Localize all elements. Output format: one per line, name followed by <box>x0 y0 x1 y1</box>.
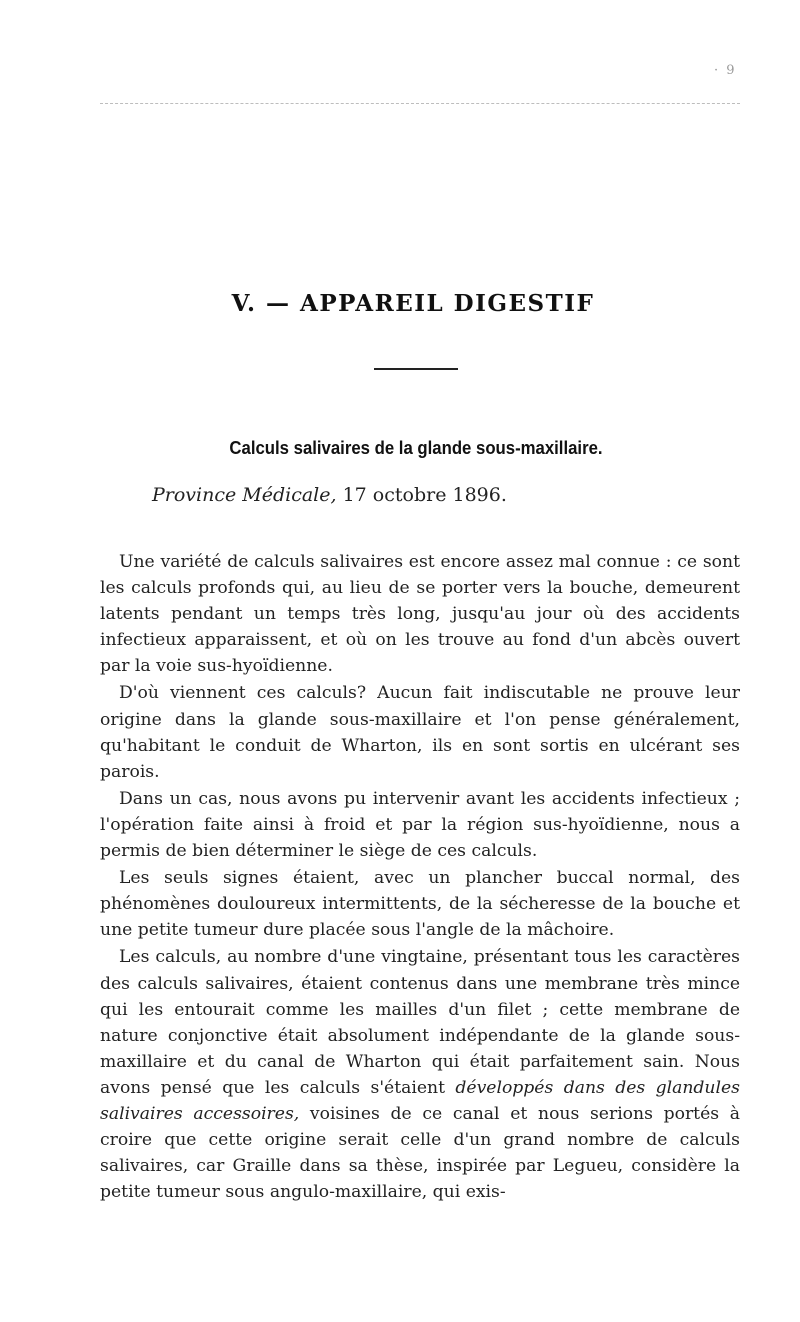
source-journal: Province Médicale, <box>152 484 337 506</box>
paragraph-5 <box>100 944 740 1205</box>
article-body <box>100 549 740 1205</box>
paragraph-5-part-a: Les calculs, au nombre d'une vingtaine, présentant tous les caractères des calculs salivaires, étaient contenus dans une membrane très mince qui les entourait comme les mailles d'un filet ; cette membrane de nature conjonctive était absolument indépendante de la glande sous-maxillaire et du canal de Wharton qui était parfaitement sain. Nous avons pensé que les calculs s'étaient <box>100 947 740 1098</box>
source-date: 17 octobre 1896. <box>342 484 507 506</box>
paragraph-5-part-b: voisines de ce canal et nous serions portés à croire que cette origine serait celle d'un grand nombre de calculs salivaires, car Graille dans sa thèse, inspirée par Legueu, considère la petite tumeur sous angulo-maxillaire, qui exis- <box>100 1103 740 1203</box>
page-corner-mark: · 9 <box>714 63 737 78</box>
paragraph-1: Une variété de calculs salivaires est encore assez mal connue : ce sont les calculs profonds qui, au lieu de se porter vers la bouche, demeurent latents pendant un temps très long, jusqu'au jour où des accidents infectieux apparaissent, et où on les trouve au fond d'un abcès ouvert par la voie sus-hyoïdienne. <box>100 552 740 677</box>
article-title: Calculs salivaires de la glande sous-maxillaire. <box>229 438 603 458</box>
paragraph-3: Dans un cas, nous avons pu intervenir avant les accidents infectieux ; l'opération faite ainsi à froid et par la région sus-hyoïdienne, nous a permis de bien déterminer le siège de ces calculs. <box>100 788 740 862</box>
paragraph-5-emphasis: développés dans des glandules salivaires accessoires, <box>100 1077 740 1124</box>
chapter-title: V. — APPAREIL DIGESTIF <box>231 290 595 317</box>
paragraph-2: D'où viennent ces calculs? Aucun fait indiscutable ne prouve leur origine dans la glande sous-maxillaire et l'on pense généralement, qu'habitant le conduit de Wharton, ils en sont sortis en ulcérant ses parois. <box>100 683 740 782</box>
title-divider <box>374 368 458 370</box>
paragraph-4: Les seuls signes étaient, avec un plancher buccal normal, des phénomènes douloureux intermittents, de la sécheresse de la bouche et une petite tumeur dure placée sous l'angle de la mâchoire. <box>100 868 740 941</box>
header-divider <box>100 103 740 104</box>
source-citation <box>152 484 507 506</box>
